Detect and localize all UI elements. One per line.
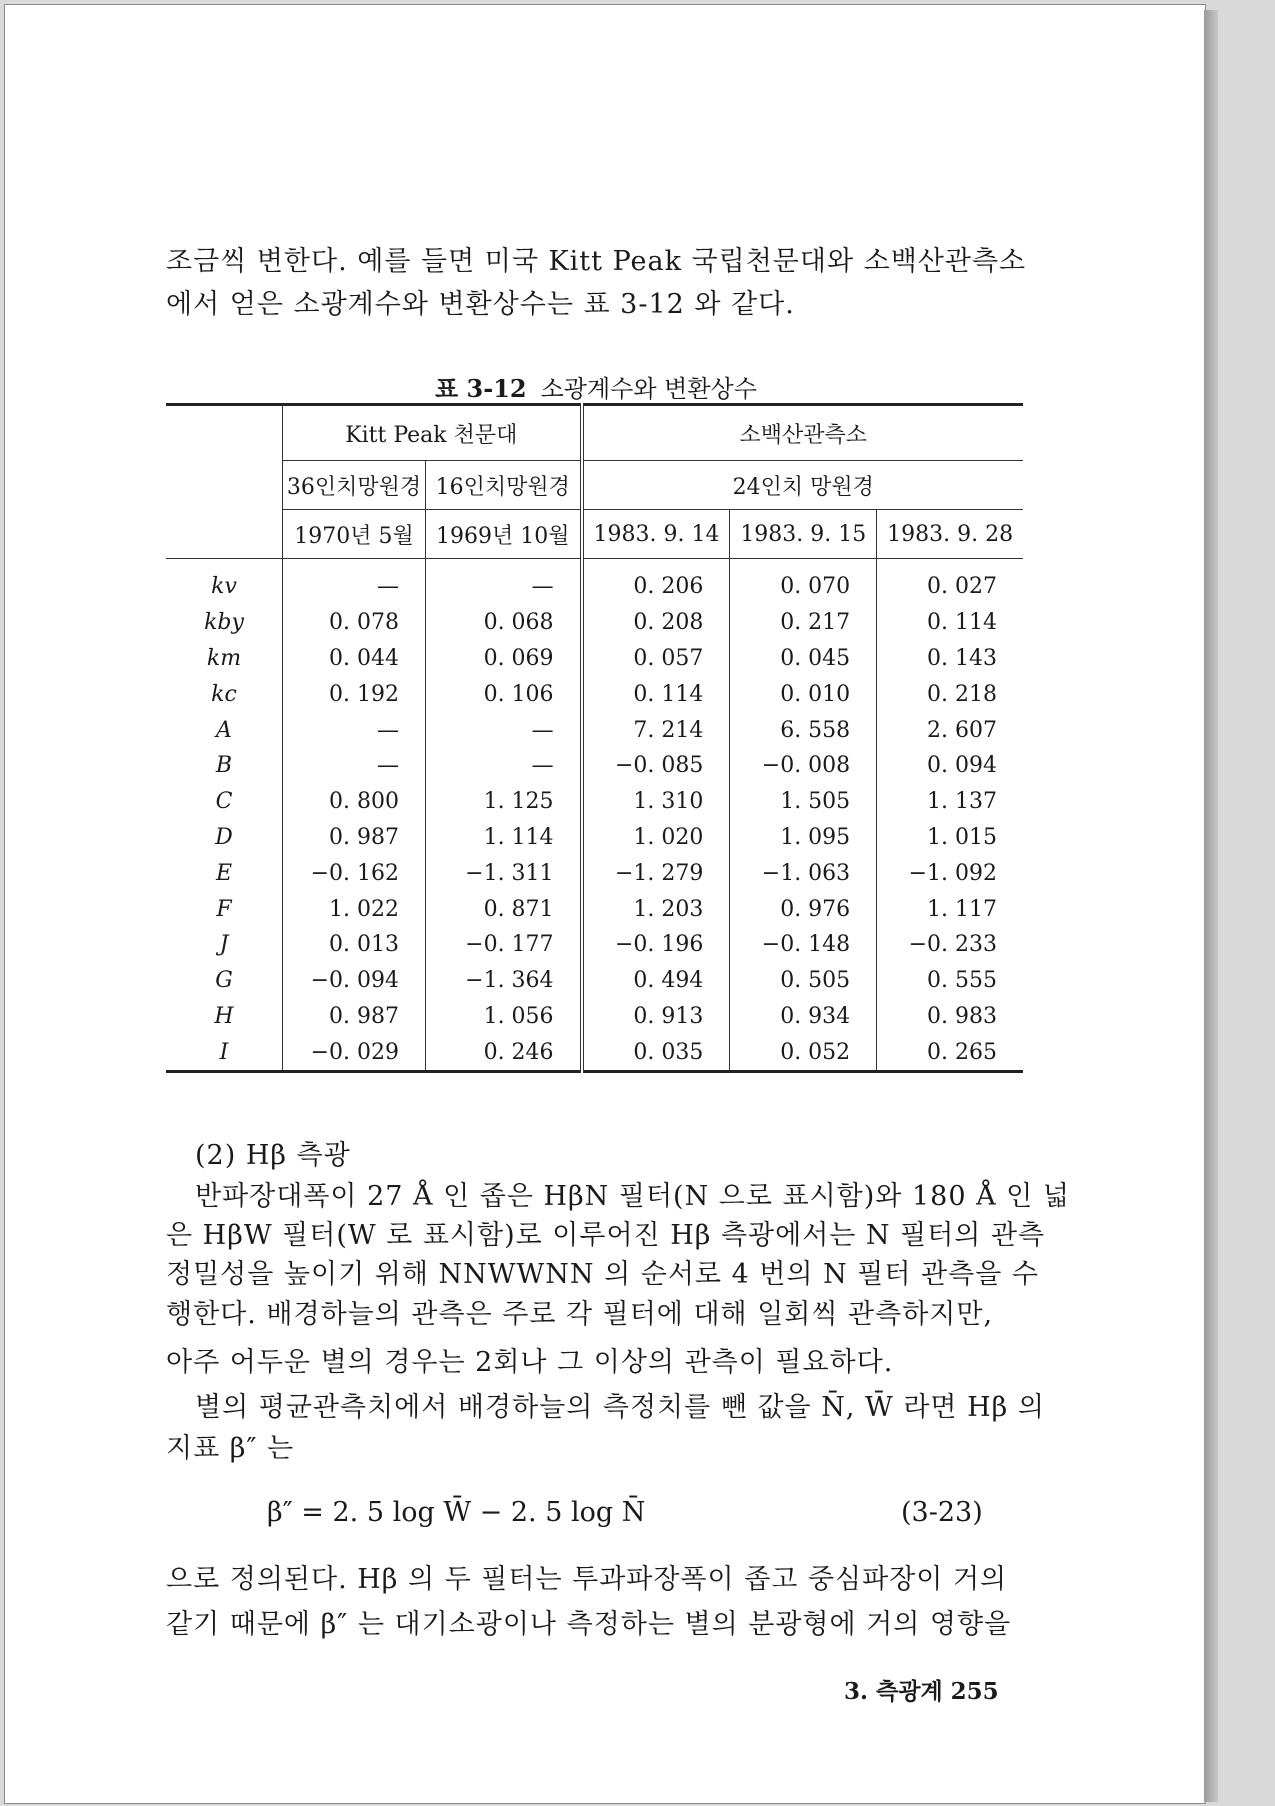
table-cell: 1. 505 <box>730 784 877 820</box>
row-label: A <box>166 712 283 748</box>
header-date-1969: 1969년 10월 <box>426 510 582 559</box>
paragraph1-line5: 아주 어두운 별의 경우는 2회나 그 이상의 관측이 필요하다. <box>166 1347 894 1378</box>
table-cell: 1. 137 <box>927 789 997 815</box>
table-cell: 0. 987 <box>283 999 426 1035</box>
table-cell: — <box>426 712 582 748</box>
row-label: kv <box>166 559 283 605</box>
table-caption <box>435 369 757 404</box>
row-label: H <box>166 999 283 1035</box>
book-page <box>4 4 1206 1804</box>
table-cell: 7. 214 <box>582 712 730 748</box>
table-cell: 1. 203 <box>582 891 730 927</box>
table-cell: 0. 206 <box>582 559 730 605</box>
header-date-1983-09-14: 1983. 9. 14 <box>582 510 730 559</box>
header-date-1983-09-15: 1983. 9. 15 <box>730 510 877 559</box>
row-label: kc <box>166 676 283 712</box>
paragraph2-line1: 별의 평균관측치에서 배경하늘의 측정치를 뺀 값을 N̄, W̄ 라면 Hβ 의 <box>195 1392 1045 1423</box>
table-cell: 1. 310 <box>582 784 730 820</box>
table-cell: −0. 233 <box>908 932 997 958</box>
table-cell: −0. 094 <box>283 963 426 999</box>
header-date-1983-09-28: 1983. 9. 28 <box>877 510 1023 559</box>
table-cell: −0. 162 <box>283 855 426 891</box>
table-cell: 1. 056 <box>426 999 582 1035</box>
table-row <box>166 605 1023 641</box>
table-cell: 0. 010 <box>730 676 877 712</box>
paragraph1-line2: 은 HβW 필터(W 로 표시함)로 이루어진 Hβ 측광에서는 N 필터의 관측 <box>166 1220 1046 1251</box>
table-cell: 1. 015 <box>927 824 997 850</box>
table-corner-cell <box>166 405 283 559</box>
table-row <box>166 999 1023 1035</box>
table-row <box>166 820 1023 856</box>
row-label: km <box>166 641 283 677</box>
table-caption-number: 표 3-12 <box>435 374 527 403</box>
intro-line-1: 조금씩 변한다. 예를 들면 미국 Kitt Peak 국립천문대와 소백산관측소 <box>166 246 1027 277</box>
table-cell: −1. 063 <box>730 855 877 891</box>
row-label: G <box>166 963 283 999</box>
table-row <box>166 927 1023 963</box>
table-row <box>166 784 1023 820</box>
table-row <box>166 712 1023 748</box>
equation-number: (3-23) <box>901 1497 983 1528</box>
table-cell: 0. 208 <box>582 605 730 641</box>
table-cell: 0. 505 <box>730 963 877 999</box>
header-telescope-16: 16인치망원경 <box>426 461 582 510</box>
table-cell: −1. 311 <box>426 855 582 891</box>
header-telescope-36: 36인치망원경 <box>283 461 426 510</box>
header-sobaek: 소백산관측소 <box>582 405 1023 461</box>
table-row <box>166 748 1023 784</box>
table-cell: 0. 218 <box>927 681 997 707</box>
table-cell: −0. 148 <box>730 927 877 963</box>
table-cell: 6. 558 <box>730 712 877 748</box>
table-cell: 0. 983 <box>927 1003 997 1029</box>
paragraph1-line4: 행한다. 배경하늘의 관측은 주로 각 필터에 대해 일회씩 관측하지만, <box>166 1299 994 1330</box>
table-row <box>166 1034 1023 1071</box>
table-cell: 0. 035 <box>582 1034 730 1071</box>
table-row <box>166 891 1023 927</box>
table-cell: 0. 013 <box>283 927 426 963</box>
table-cell: −0. 008 <box>730 748 877 784</box>
paragraph1-line3: 정밀성을 높이기 위해 NNWWNN 의 순서로 4 번의 N 필터 관측을 수 <box>166 1259 1039 1290</box>
table-cell: 0. 143 <box>927 645 997 671</box>
table-cell: 0. 555 <box>927 968 997 994</box>
table-cell: −1. 092 <box>908 860 997 886</box>
table-cell: — <box>426 559 582 605</box>
table-row <box>166 559 1023 605</box>
table-cell: 1. 125 <box>426 784 582 820</box>
table-cell: 2. 607 <box>927 717 997 743</box>
table-cell: 0. 052 <box>730 1034 877 1071</box>
page-footer: 3. 측광계 255 <box>844 1678 999 1705</box>
header-date-1970: 1970년 5월 <box>283 510 426 559</box>
table-cell: 0. 094 <box>927 753 997 779</box>
table-cell: 1. 117 <box>927 896 997 922</box>
header-kitt-peak: Kitt Peak 천문대 <box>283 405 582 461</box>
table-cell: −1. 364 <box>426 963 582 999</box>
row-label: B <box>166 748 283 784</box>
equation-3-23: β″ = 2. 5 log W̄ − 2. 5 log N̄ <box>267 1497 646 1528</box>
table-cell: −0. 085 <box>582 748 730 784</box>
table-cell: 0. 494 <box>582 963 730 999</box>
intro-line-2: 에서 얻은 소광계수와 변환상수는 표 3-12 와 같다. <box>166 289 795 320</box>
table-cell: −0. 029 <box>283 1034 426 1071</box>
row-label: C <box>166 784 283 820</box>
table-cell: 0. 045 <box>730 641 877 677</box>
table-cell: 0. 192 <box>283 676 426 712</box>
table-cell: 0. 871 <box>426 891 582 927</box>
table-cell: 1. 095 <box>730 820 877 856</box>
table-row <box>166 641 1023 677</box>
table-caption-title: 소광계수와 변환상수 <box>540 375 757 403</box>
table-cell: −0. 177 <box>426 927 582 963</box>
table-row <box>166 676 1023 712</box>
paragraph1-line1: 반파장대폭이 27 Å 인 좁은 HβN 필터(N 으로 표시함)와 180 Å 인 넓 <box>195 1181 1070 1212</box>
table-cell: 0. 246 <box>426 1034 582 1071</box>
row-label: J <box>166 927 283 963</box>
table-cell: 0. 106 <box>426 676 582 712</box>
table-cell: 0. 934 <box>730 999 877 1035</box>
table-cell: 0. 114 <box>927 610 997 636</box>
paragraph2-line2: 지표 β″ 는 <box>166 1433 295 1464</box>
table-cell: 0. 068 <box>426 605 582 641</box>
table-cell: 0. 070 <box>730 559 877 605</box>
extinction-coefficient-table <box>166 403 1023 1073</box>
table-cell: 0. 217 <box>730 605 877 641</box>
table-cell: 0. 057 <box>582 641 730 677</box>
table-cell: 0. 987 <box>283 820 426 856</box>
table-cell: 1. 114 <box>426 820 582 856</box>
paragraph3-line1: 으로 정의된다. Hβ 의 두 필터는 투과파장폭이 좁고 중심파장이 거의 <box>166 1564 1008 1595</box>
table-cell: 0. 069 <box>426 641 582 677</box>
table-cell: 0. 265 <box>927 1039 997 1065</box>
table-cell: 0. 913 <box>582 999 730 1035</box>
table-row <box>166 855 1023 891</box>
row-label: I <box>166 1034 283 1071</box>
row-label: kby <box>166 605 283 641</box>
table-cell: 0. 044 <box>283 641 426 677</box>
table-cell: — <box>283 712 426 748</box>
table-row <box>166 963 1023 999</box>
table-cell: — <box>283 748 426 784</box>
header-telescope-24: 24인치 망원경 <box>582 461 1023 510</box>
paragraph3-line2: 같기 때문에 β″ 는 대기소광이나 측정하는 별의 분광형에 거의 영향을 <box>166 1609 1012 1640</box>
table-cell: 0. 027 <box>927 574 997 600</box>
table-cell: — <box>283 559 426 605</box>
table-cell: 0. 078 <box>283 605 426 641</box>
section-heading: (2) Hβ 측광 <box>195 1140 351 1171</box>
table-cell: 0. 976 <box>730 891 877 927</box>
table-body <box>166 559 1023 1072</box>
table-cell: −1. 279 <box>582 855 730 891</box>
table-cell: 1. 022 <box>283 891 426 927</box>
row-label: F <box>166 891 283 927</box>
table-cell: 0. 800 <box>283 784 426 820</box>
table-cell: 1. 020 <box>582 820 730 856</box>
page-edge-shadow <box>1204 10 1218 1802</box>
table-cell: −0. 196 <box>582 927 730 963</box>
table-cell: 0. 114 <box>582 676 730 712</box>
row-label: E <box>166 855 283 891</box>
row-label: D <box>166 820 283 856</box>
table-cell: — <box>426 748 582 784</box>
